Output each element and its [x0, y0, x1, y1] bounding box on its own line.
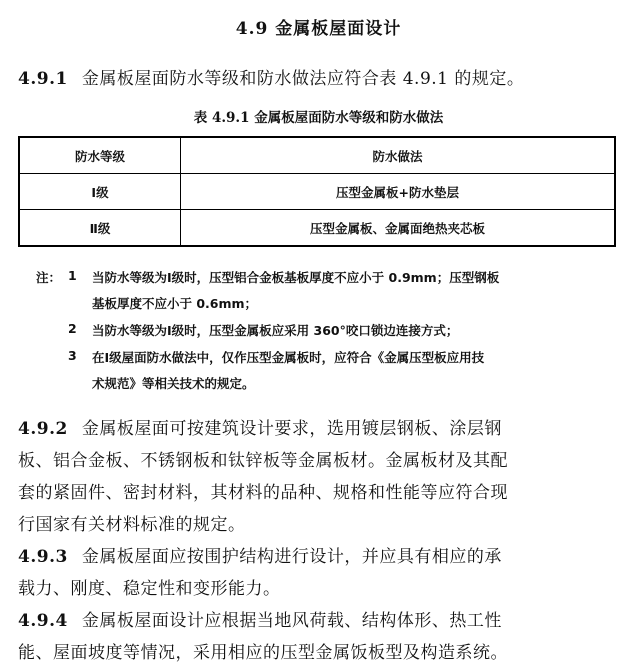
notes-label: 注： — [36, 270, 62, 285]
clause-text: 套的紧固件、密封材料，其材料的品种、规格和性能等应符合现 — [18, 483, 508, 503]
clause-4-9-3 — [18, 542, 502, 567]
clause-text: 金属板屋面防水等级和防水做法应符合表 4.9.1 的规定。 — [81, 69, 525, 89]
clause-text: 能、屋面坡度等情况，采用相应的压型金属饭板型及构造系统。 — [18, 643, 508, 663]
note-number: 2 — [68, 321, 77, 336]
clause-text: 载力、刚度、稳定性和变形能力。 — [18, 579, 281, 599]
clause-text: 金属板屋面应按围护结构进行设计，并应具有相应的承 — [81, 547, 502, 567]
header-grade: 防水等级 — [19, 137, 181, 174]
table-row — [19, 210, 615, 247]
note-number: 3 — [68, 348, 77, 363]
grade-cell: Ⅱ级 — [19, 210, 181, 247]
clause-4-9-4 — [18, 606, 502, 631]
note-text: 当防水等级为Ⅰ级时，压型金属板应采用 360°咬口锁边连接方式； — [92, 323, 459, 338]
clause-text: 板、铝合金板、不锈钢板和钛锌板等金属板材。金属板材及其配 — [18, 451, 508, 471]
clause-number: 4.9.2 — [18, 419, 68, 439]
waterproof-grade-table — [18, 136, 616, 247]
table-row — [19, 174, 615, 210]
clause-4-9-1 — [18, 64, 524, 89]
clause-number: 4.9.1 — [18, 69, 68, 89]
clause-text: 金属板屋面可按建筑设计要求，选用镀层钢板、涂层钢 — [81, 419, 502, 439]
grade-cell: Ⅰ级 — [19, 174, 181, 210]
section-title: 4.9 金属板屋面设计 — [235, 19, 402, 39]
note-text: 术规范》等相关技术的规定。 — [92, 376, 255, 391]
note-text: 当防水等级为Ⅰ级时，压型铝合金板基板厚度不应小于 0.9mm；压型钢板 — [92, 270, 500, 285]
table-caption: 表 4.9.1 金属板屋面防水等级和防水做法 — [193, 110, 444, 126]
clause-text: 行国家有关材料标准的规定。 — [18, 515, 246, 535]
table-header-row — [19, 137, 615, 174]
clause-text: 金属板屋面设计应根据当地风荷载、结构体形、热工性 — [81, 611, 502, 631]
note-number: 1 — [68, 268, 77, 283]
clause-number: 4.9.4 — [18, 611, 68, 631]
method-cell: 压型金属板、金属面绝热夹芯板 — [181, 210, 616, 247]
clause-4-9-2 — [18, 414, 502, 439]
header-method: 防水做法 — [181, 137, 616, 174]
clause-number: 4.9.3 — [18, 547, 68, 567]
note-text: 基板厚度不应小于 0.6mm； — [92, 296, 258, 311]
method-cell: 压型金属板+防水垫层 — [181, 174, 616, 210]
note-text: 在Ⅰ级屋面防水做法中，仅作压型金属板时，应符合《金属压型板应用技 — [92, 350, 485, 365]
